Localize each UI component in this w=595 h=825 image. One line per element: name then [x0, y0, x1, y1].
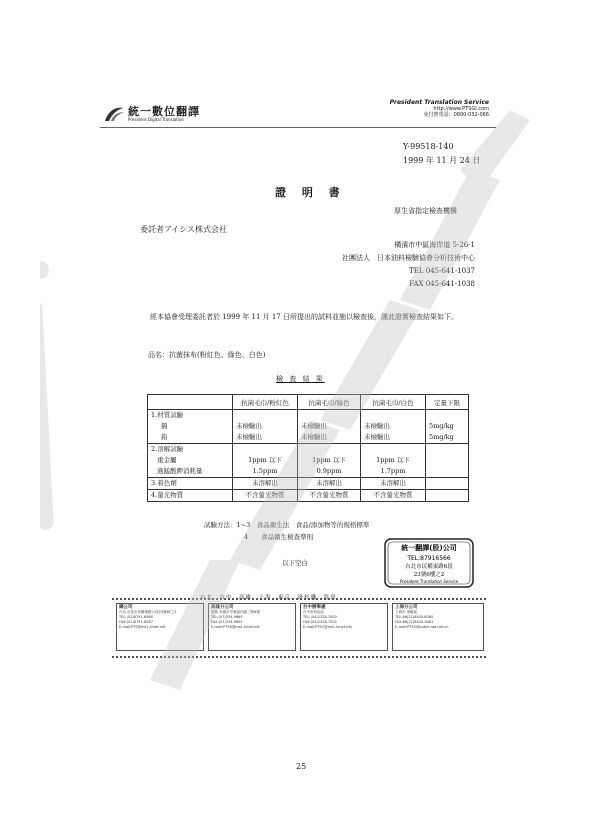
white-result-cell [361, 410, 426, 444]
white-result-cell [361, 444, 426, 478]
result-value: 未檢驗出 [301, 422, 327, 430]
test-category: 3.着色劑 [151, 479, 177, 487]
office-title: 上海分公司 [395, 605, 418, 610]
office-line: FAX:(04)2328-7001 [303, 620, 337, 624]
table-header-row [148, 395, 469, 410]
office-box [392, 603, 484, 651]
pink-result-cell [233, 444, 298, 478]
office-line: FAX:(07)334-9661 [211, 620, 243, 624]
limit-value: 5mg/kg [429, 422, 454, 430]
table-row [148, 410, 469, 444]
fax-number: FAX 045-641-1038 [409, 280, 475, 288]
closing-remark: 以下空白 [282, 559, 308, 567]
result-value [236, 444, 294, 455]
table-header: 抗菌毛巾/白色 [361, 395, 426, 410]
office-line: TEL:(07)334-9660 [211, 615, 243, 619]
issuer-label: 厚生省指定檢查機構 [394, 207, 457, 215]
service-title: President Translation Service [389, 99, 489, 106]
company-logo [103, 105, 200, 123]
test-category: 2.溶解試驗 [151, 445, 184, 453]
stamp-title: 統一翻譯(股)公司 [401, 543, 457, 552]
office-line: E-mail:PTS@ms1.hinet.net [119, 625, 166, 629]
result-value: 未溶解出 [380, 479, 406, 487]
test-item-cell [148, 478, 233, 490]
limit-cell [426, 478, 469, 490]
method-line: 試驗方法：1~3 食品衛生法 食品/添加物等的規格標準 [204, 521, 370, 529]
result-value: 未檢驗出 [364, 422, 390, 430]
table-header: 定量下限 [426, 395, 469, 410]
office-line: 上海市 徐匯區 [395, 610, 418, 614]
office-line: E-mail:PTSC@ms1.hinet.net [303, 625, 352, 629]
limit-value [429, 478, 465, 489]
result-value: 1.5ppm [252, 467, 278, 475]
result-value [364, 410, 422, 421]
white-result-cell [361, 490, 426, 502]
green-result-cell [298, 410, 361, 444]
office-line: TEL:86(21)6440-8080 [395, 615, 434, 619]
logo-subtitle: President Digital Translation [128, 117, 184, 122]
test-methods [204, 519, 369, 543]
office-line: E-mail:PTSS@public.sta.net.cn [395, 625, 449, 629]
table-header: 抗菌毛巾/綠色 [298, 395, 361, 410]
limit-value: 5mg/kg [429, 433, 454, 441]
test-subitem: 鎘 [161, 422, 168, 430]
result-value: 未溶解出 [252, 479, 278, 487]
white-result-cell [361, 478, 426, 490]
limit-value [429, 455, 465, 466]
tel-number: TEL 045-641-1037 [409, 267, 475, 275]
limit-value [429, 466, 465, 477]
result-value: 0.9ppm [316, 467, 342, 475]
client-name: 委託者アイシス株式会社 [140, 225, 228, 234]
product-name: 品名：抗菌抹布(粉紅色、綠色、白色) [148, 351, 266, 359]
pink-result-cell [233, 410, 298, 444]
table-row [148, 490, 469, 502]
result-value: 未溶解出 [316, 479, 342, 487]
office-line: 高雄 高雄市苓雅區四維三路6號 [211, 610, 260, 614]
document-title: 證 明 書 [275, 186, 346, 199]
result-value: 1ppm 以下 [312, 456, 346, 464]
results-table [147, 394, 469, 502]
result-value [236, 410, 294, 421]
test-subitem: 重金屬 [157, 456, 177, 464]
green-result-cell [298, 490, 361, 502]
office-box [208, 603, 296, 651]
result-value [301, 410, 357, 421]
office-line: 台中市西屯區 [303, 610, 324, 614]
office-title: 高雄分公司 [211, 605, 234, 610]
issue-date: 1999 年 11 月 24 日 [403, 156, 481, 165]
issuer-address [342, 239, 475, 291]
logo-swoosh-icon [103, 105, 125, 123]
office-line: FAX:86(21)6440-8081 [395, 620, 434, 624]
office-line: E-mail:PTSK@ms1.hinet.net [211, 625, 260, 629]
test-item-cell [148, 410, 233, 444]
result-value: 不含螢光物質 [373, 491, 413, 499]
test-item-cell [148, 444, 233, 478]
pink-result-cell [233, 490, 298, 502]
stamp-line: President Translation Service [399, 579, 459, 584]
office-line: TEL:(04)2328-7000 [303, 615, 337, 619]
limit-cell [426, 444, 469, 478]
office-box [116, 603, 204, 651]
result-value [301, 444, 357, 455]
header-contact [390, 100, 489, 118]
office-title: 總公司 [119, 605, 133, 610]
reference-block [403, 140, 480, 168]
test-subitem: 鉛 [161, 433, 168, 441]
address-line: 橫濱市中區海岸道 5-26-1 [394, 241, 475, 249]
table-row [148, 478, 469, 490]
result-value: 不含螢光物質 [309, 491, 349, 499]
limit-value [429, 410, 465, 421]
method-line: 4 食品衛生檢查準則 [244, 533, 314, 541]
limit-cell [426, 490, 469, 502]
limit-value [429, 490, 465, 501]
toll-free-phone: 免付費電話：0800-032-066 [423, 111, 489, 118]
office-box [300, 603, 388, 651]
pink-result-cell [233, 478, 298, 490]
result-value: 未檢驗出 [301, 433, 327, 441]
office-line: 台北 台北市民權東路六段23號6F之2 [119, 610, 177, 614]
reference-number: Y-99518-140 [403, 142, 454, 151]
stamp-line: 台北市民權東路6段 [405, 564, 453, 570]
result-value: 1ppm 以下 [248, 456, 282, 464]
organization-name: 社團法人 日本油料檢驗協會分析技術中心 [342, 254, 475, 262]
test-subitem: 過錳酸鉀消耗量 [157, 467, 203, 475]
results-title: 檢 查 結 果 [276, 375, 325, 383]
statement-text: 經本協會受理委託者於 1999 年 11 月 17 日所提出的試料並施以檢查後，謹此證實檢查結果如下。 [150, 313, 458, 321]
result-value: 未檢驗出 [236, 433, 262, 441]
result-value: 未檢驗出 [364, 433, 390, 441]
company-seal-stamp [383, 535, 475, 591]
office-title: 台中辦事處 [303, 605, 326, 610]
test-category: 4.螢光物質 [151, 491, 184, 499]
result-value: 1.7ppm [380, 467, 406, 475]
test-category: 1.材質試驗 [151, 411, 184, 419]
office-line: FAX:(02)8791-6567 [119, 620, 153, 624]
limit-cell [426, 410, 469, 444]
result-value: 未檢驗出 [236, 422, 262, 430]
page-number: 25 [296, 762, 307, 771]
green-result-cell [298, 478, 361, 490]
website-url: http://www.PTSGI.com [433, 105, 489, 112]
logo-title: 統一數位翻譯 [128, 105, 200, 118]
table-header: 抗菌毛巾/粉紅色 [233, 395, 298, 410]
limit-value [429, 444, 465, 455]
header-divider [100, 127, 496, 128]
result-value [364, 444, 422, 455]
result-value: 1ppm 以下 [376, 456, 410, 464]
stamp-line: TEL:87916566 [407, 555, 451, 562]
table-row [148, 444, 469, 478]
test-item-cell [148, 490, 233, 502]
table-header [148, 395, 233, 410]
result-value: 不含螢光物質 [245, 491, 285, 499]
green-result-cell [298, 444, 361, 478]
office-line: TEL:(02)8791-6566 [119, 615, 153, 619]
footer-offices [112, 598, 486, 658]
footer-cities: 台北．台中．高雄．上海．東京．洛杉磯．溫哥 [200, 595, 337, 601]
stamp-line: 23號6樓之2 [413, 572, 445, 578]
